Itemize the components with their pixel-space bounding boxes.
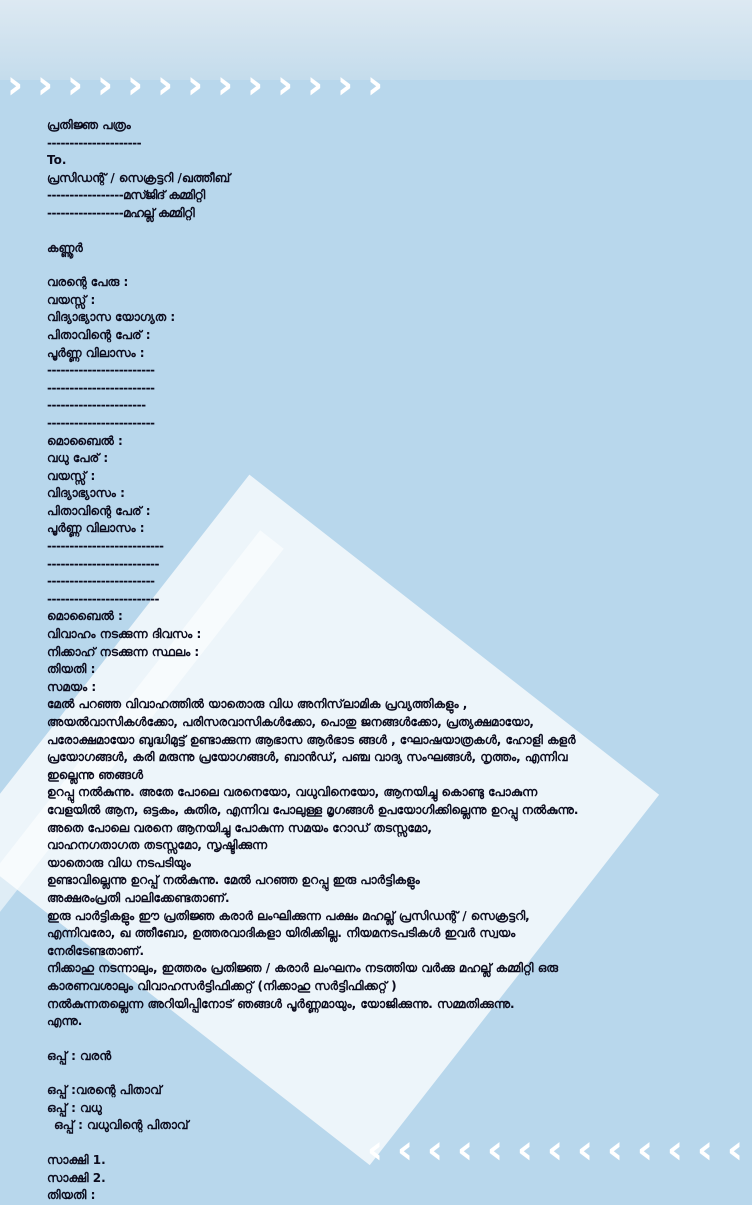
groom-signature: ഒപ്പ് : വരൻ: [47, 1048, 112, 1063]
bride-signature: ഒപ്പ് : വധു: [47, 1100, 102, 1115]
chevron-left-icon: ‹: [546, 1127, 564, 1173]
masjid-committee: -----------------മസ്ജിദ് കമ്മിറ്റി: [47, 188, 205, 203]
groom-address-line: ----------------------: [47, 398, 146, 413]
chevron-right-icon: ›: [246, 62, 264, 108]
title-underline: ---------------------: [47, 135, 142, 150]
body-line: നിക്കാഹു നടന്നാലും, ഇത്തരം പ്രതിജ്ഞ / കരാർ ലംഘനം നടത്തിയ വർക്കു മഹല്ല് കമ്മിറ്റി ഒരു: [47, 961, 559, 976]
witness-2: സാക്ഷി 2.: [47, 1170, 106, 1185]
event-date-field: തിയതി :: [47, 662, 96, 677]
chevron-right-icon: ›: [306, 62, 324, 108]
chevron-left-icon: ‹: [426, 1127, 444, 1173]
body-line: പരോക്ഷമായോ ബുദ്ധിമുട്ട് ഉണ്ടാക്കുന്ന ആഭാസ ആർഭാട ങ്ങൾ , ഘോഷയാത്രകൾ, ഹോളി കളർ: [47, 732, 576, 747]
body-line: എന്നിവരോ, ഖ ത്തീബോ, ഉത്തരവാദികളാ യിരിക്കില്ല. നിയമനടപടികൾ ഇവർ സ്വയം: [47, 926, 516, 941]
chevron-left-icon: ‹: [486, 1127, 504, 1173]
chevron-right-icon: ›: [276, 62, 294, 108]
body-line: വാഹനഗതാഗത തടസ്സമോ, സൃഷ്ടിക്കുന്ന: [47, 838, 268, 853]
chevron-left-icon: ‹: [636, 1127, 654, 1173]
body-line: അക്ഷരംപ്രതി പാലിക്കേണ്ടതാണ്.: [47, 890, 230, 905]
place-name: കണ്ണൂർ: [47, 240, 83, 255]
bride-address-line: -------------------------: [47, 556, 160, 571]
chevron-right-icon: ›: [66, 62, 84, 108]
body-line: നേരിടേണ്ടതാണ്.: [47, 943, 145, 958]
groom-address-field: പൂർണ്ണ വിലാസം :: [47, 345, 145, 360]
chevron-left-icon: ‹: [576, 1127, 594, 1173]
event-time-field: സമയം :: [47, 679, 97, 694]
body-line: പ്രയോഗങ്ങൾ, കരി മരുന്നു പ്രയോഗങ്ങൾ, ബാൻഡ്, പഞ്ച വാദ്യ സംഘങ്ങൾ, നൃത്തം, എന്നിവ: [47, 750, 568, 765]
groom-age-field: വയസ്സ് :: [47, 292, 96, 307]
groom-address-line: ------------------------: [47, 415, 155, 430]
body-line: നൽകുന്നതല്ലെന്ന അറിയിപ്പിനോട് ഞങ്ങൾ പൂർണ്ണമായും, യോജിക്കുന്നു. സമ്മതിക്കുന്നു.: [47, 996, 515, 1011]
bride-father-signature: ഒപ്പ് : വധുവിന്റെ പിതാവ്: [54, 1118, 189, 1133]
groom-mobile-field: മൊബൈൽ :: [47, 433, 123, 448]
chevron-right-icon: ›: [36, 62, 54, 108]
body-line: വേളയിൽ ആന, ഒട്ടകം, കുതിര, എന്നിവ പോലുള്ള മൃഗങ്ങൾ ഉപയോഗിക്കില്ലെന്നു ഉറപ്പു നൽകുന്നു.: [47, 802, 579, 817]
bride-mobile-field: മൊബൈൽ :: [47, 609, 123, 624]
chevron-left-icon: ‹: [366, 1127, 384, 1173]
marriage-day-field: വിവാഹം നടക്കുന്ന ദിവസം :: [47, 627, 202, 642]
chevron-right-icon: ›: [126, 62, 144, 108]
body-line: ഉണ്ടാവില്ലെന്നു ഉറപ്പ് നൽകുന്നു. മേൽ പറഞ്ഞ ഉറപ്പു ഇരു പാർട്ടികളും: [47, 873, 420, 888]
witness-1: സാക്ഷി 1.: [47, 1153, 106, 1168]
chevron-decoration-top: [0, 62, 390, 108]
addressee: പ്രസിഡന്റ് / സെക്രട്ടറി /ഖത്തീബ്: [47, 170, 231, 185]
pledge-document: [47, 117, 727, 1205]
body-line: ഇല്ലെന്നു ഞങ്ങൾ: [47, 767, 144, 782]
body-line: യാതൊരു വിധ നടപടിയും: [47, 855, 191, 870]
groom-father-signature: ഒപ്പ് :വരന്റെ പിതാവ്: [47, 1083, 162, 1098]
groom-father-field: പിതാവിന്റെ പേര് :: [47, 327, 151, 342]
chevron-right-icon: ›: [156, 62, 174, 108]
document-title: പ്രതിജ്ഞ പത്രം: [47, 118, 131, 132]
body-line: എന്നു.: [47, 1014, 83, 1029]
witness-date: തിയതി :: [47, 1188, 96, 1203]
bride-name-field: വധു പേര് :: [47, 451, 109, 466]
body-line: മേൽ പറഞ്ഞ വിവാഹത്തിൽ യാതൊരു വിധ അനിസ്‌ലാമിക പ്രവ്യത്തികളും ,: [47, 697, 468, 712]
chevron-left-icon: ‹: [516, 1127, 534, 1173]
groom-address-line: ------------------------: [47, 380, 155, 395]
chevron-right-icon: ›: [96, 62, 114, 108]
groom-education-field: വിദ്യാഭ്യാസ യോഗ്യത :: [47, 310, 176, 325]
bride-address-line: ------------------------: [47, 574, 155, 589]
bride-address-line: -------------------------: [47, 591, 160, 606]
bride-education-field: വിദ്യാഭ്യാസം :: [47, 486, 125, 501]
groom-address-line: ------------------------: [47, 363, 155, 378]
chevron-right-icon: ›: [336, 62, 354, 108]
to-label: To.: [47, 153, 67, 168]
bride-address-line: --------------------------: [47, 539, 164, 554]
bride-address-field: പൂർണ്ണ വിലാസം :: [47, 521, 145, 536]
chevron-left-icon: ‹: [696, 1127, 714, 1173]
body-line: ഇരു പാർട്ടികളും ഈ പ്രതിജ്ഞ കരാർ ലംഘിക്കുന്ന പക്ഷം മഹല്ല് പ്രസിഡന്റ് / സെക്രട്ടറി,: [47, 908, 530, 923]
body-line: അതെ പോലെ വരനെ ആനയിച്ചു പോകുന്ന സമയം റോഡ് തടസ്സമോ,: [47, 820, 432, 835]
chevron-right-icon: ›: [6, 62, 24, 108]
body-line: ഉറപ്പു നൽകുന്നു. അതേ പോലെ വരനെയോ, വധുവിനെയോ, ആനയിച്ചു കൊണ്ടു പോകുന്ന: [47, 785, 538, 800]
body-line: കാരണവശാലും വിവാഹസർട്ടിഫിക്കറ്റ് (നിക്കാഹു സർട്ടിഫിക്കറ്റ് ): [47, 978, 397, 993]
chevron-left-icon: ‹: [396, 1127, 414, 1173]
chevron-left-icon: ‹: [456, 1127, 474, 1173]
chevron-right-icon: ›: [186, 62, 204, 108]
chevron-left-icon: ‹: [666, 1127, 684, 1173]
chevron-right-icon: ›: [366, 62, 384, 108]
bride-father-field: പിതാവിന്റെ പേര് :: [47, 503, 151, 518]
body-line: അയൽവാസികൾക്കോ, പരിസരവാസികൾക്കോ, പൊതു ജനങ്ങൾക്കോ, പ്രത്യക്ഷമായോ,: [47, 715, 534, 729]
bride-age-field: വയസ്സ് :: [47, 468, 96, 483]
chevron-left-icon: ‹: [726, 1127, 744, 1173]
mahal-committee: -----------------മഹല്ല് കമ്മിറ്റി: [47, 205, 195, 220]
chevron-left-icon: ‹: [606, 1127, 624, 1173]
chevron-right-icon: ›: [216, 62, 234, 108]
groom-name-field: വരന്റെ പേരു :: [47, 275, 129, 290]
nikah-place-field: നിക്കാഹ് നടക്കുന്ന സ്ഥലം :: [47, 644, 200, 659]
